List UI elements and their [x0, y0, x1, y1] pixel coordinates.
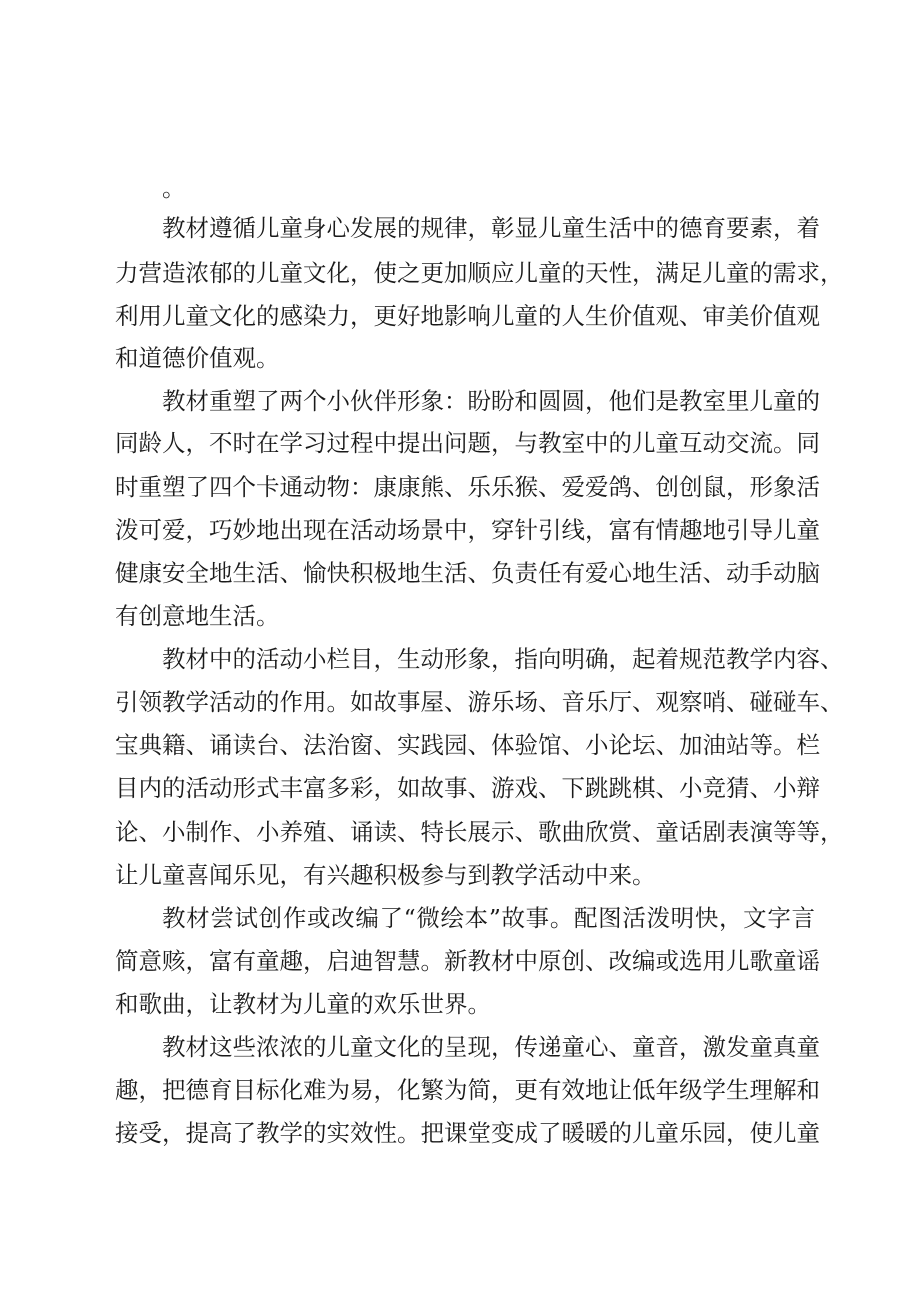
paragraph-2-line-2: 同龄人，不时在学习过程中提出问题，与教室中的儿童互动交流。同	[115, 429, 820, 457]
paragraph-3-line-1: 教材中的活动小栏目，生动形象，指向明确，起着规范教学内容、	[162, 645, 844, 673]
paragraph-2-line-6: 有创意地生活。	[115, 602, 280, 630]
paragraph-4-line-2: 简意赅，富有童趣，启迪智慧。新教材中原创、改编或选用儿歌童谣	[115, 947, 820, 975]
paragraph-2-line-5: 健康安全地生活、愉快积极地生活、负责任有爱心地生活、动手动脑	[115, 559, 820, 587]
paragraph-3-line-4: 目内的活动形式丰富多彩，如故事、游戏、下跳跳棋、小竞猜、小辩	[115, 774, 820, 802]
paragraph-3-line-5: 论、小制作、小养殖、诵读、特长展示、歌曲欣赏、童话剧表演等等，	[115, 818, 844, 846]
paragraph-1-line-4: 和道德价值观。	[115, 344, 280, 372]
paragraph-2-line-3: 时重塑了四个卡通动物：康康熊、乐乐猴、爱爱鸽、创创鼠，形象活	[115, 473, 820, 501]
paragraph-2-line-1: 教材重塑了两个小伙伴形象：盼盼和圆圆，他们是教室里儿童的	[162, 387, 820, 415]
paragraph-4-line-1: 教材尝试创作或改编了“微绘本”故事。配图活泼明快，文字言	[162, 904, 815, 932]
paragraph-5-line-1: 教材这些浓浓的儿童文化的呈现，传递童心、童音，激发童真童	[162, 1033, 820, 1061]
paragraph-1-line-1: 教材遵循儿童身心发展的规律，彰显儿童生活中的德育要素，着	[162, 214, 820, 242]
paragraph-3-line-3: 宝典籍、诵读台、法治窗、实践园、体验馆、小论坛、加油站等。栏	[115, 731, 820, 759]
paragraph-5-line-3: 接受，提高了教学的实效性。把课堂变成了暖暖的儿童乐园，使儿童	[115, 1119, 820, 1147]
paragraph-2-line-4: 泼可爱，巧妙地出现在活动场景中，穿针引线，富有情趣地引导儿童	[115, 516, 820, 544]
paragraph-1-line-3: 利用儿童文化的感染力，更好地影响儿童的人生价值观、审美价值观	[115, 302, 820, 330]
text-line: 。	[162, 174, 186, 202]
paragraph-4-line-3: 和歌曲，让教材为儿童的欢乐世界。	[115, 990, 491, 1018]
paragraph-5-line-2: 趣，把德育目标化难为易，化繁为简，更有效地让低年级学生理解和	[115, 1076, 820, 1104]
paragraph-1-line-2: 力营造浓郁的儿童文化，使之更加顺应儿童的天性，满足儿童的需求，	[115, 259, 844, 287]
paragraph-3-line-2: 引领教学活动的作用。如故事屋、游乐场、音乐厅、观察哨、碰碰车、	[115, 688, 844, 716]
paragraph-3-line-6: 让儿童喜闻乐见，有兴趣积极参与到教学活动中来。	[115, 861, 656, 889]
